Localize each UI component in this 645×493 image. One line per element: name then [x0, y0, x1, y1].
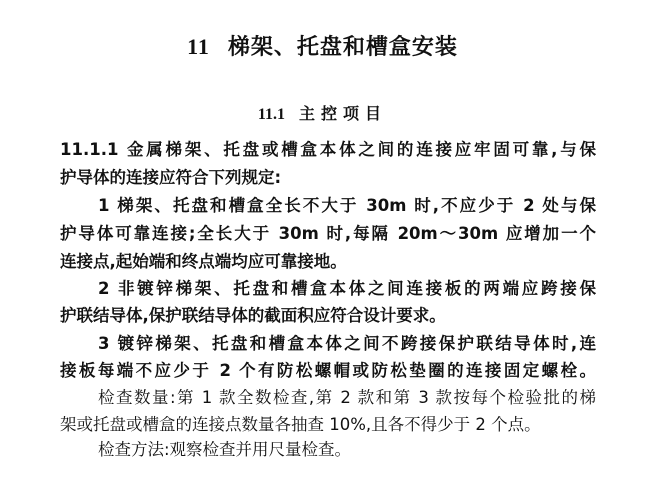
- item-1-line: 连接点,起始端和终点端均应可靠接地。: [60, 252, 347, 271]
- clause-11-1-1-line: 11.1.1 金属梯架、托盘或槽盒本体之间的连接应牢固可靠,与保: [60, 140, 596, 159]
- chapter-title-text: 梯架、托盘和槽盒安装: [227, 35, 458, 60]
- inspection-quantity-line: 架或托盘或槽盒的连接点数量各抽查 10%,且各不得少于 2 个点。: [60, 415, 541, 434]
- section-number: 11.1: [257, 106, 286, 123]
- item-2-line: 2 非镀锌梯架、托盘和槽盒本体之间连接板的两端应跨接保: [98, 279, 596, 298]
- item-3-line: 3 镀锌梯架、托盘和槽盒本体之间不跨接保护联结导体时,连: [98, 334, 596, 353]
- item-3-line: 接板每端不应少于 2 个有防松螺帽或防松垫圈的连接固定螺栓。: [60, 361, 596, 380]
- section-heading: [0, 101, 645, 124]
- chapter-title: [0, 30, 645, 61]
- inspection-method-line: 检查方法:观察检查并用尺量检查。: [98, 440, 352, 459]
- section-title-text: 主控项目: [299, 104, 388, 123]
- item-1-line: 护导体可靠连接;全长大于 30m 时,每隔 20m～30m 应增加一个: [60, 224, 596, 243]
- clause-11-1-1-line: 护导体的连接应符合下列规定:: [60, 168, 282, 187]
- item-1-line: 1 梯架、托盘和槽盒全长不大于 30m 时,不应少于 2 处与保: [98, 196, 596, 215]
- chapter-number: 11: [187, 34, 210, 59]
- inspection-quantity-line: 检查数量:第 1 款全数检查,第 2 款和第 3 款按每个检验批的梯: [98, 388, 596, 407]
- item-2-line: 护联结导体,保护联结导体的截面积应符合设计要求。: [60, 306, 446, 325]
